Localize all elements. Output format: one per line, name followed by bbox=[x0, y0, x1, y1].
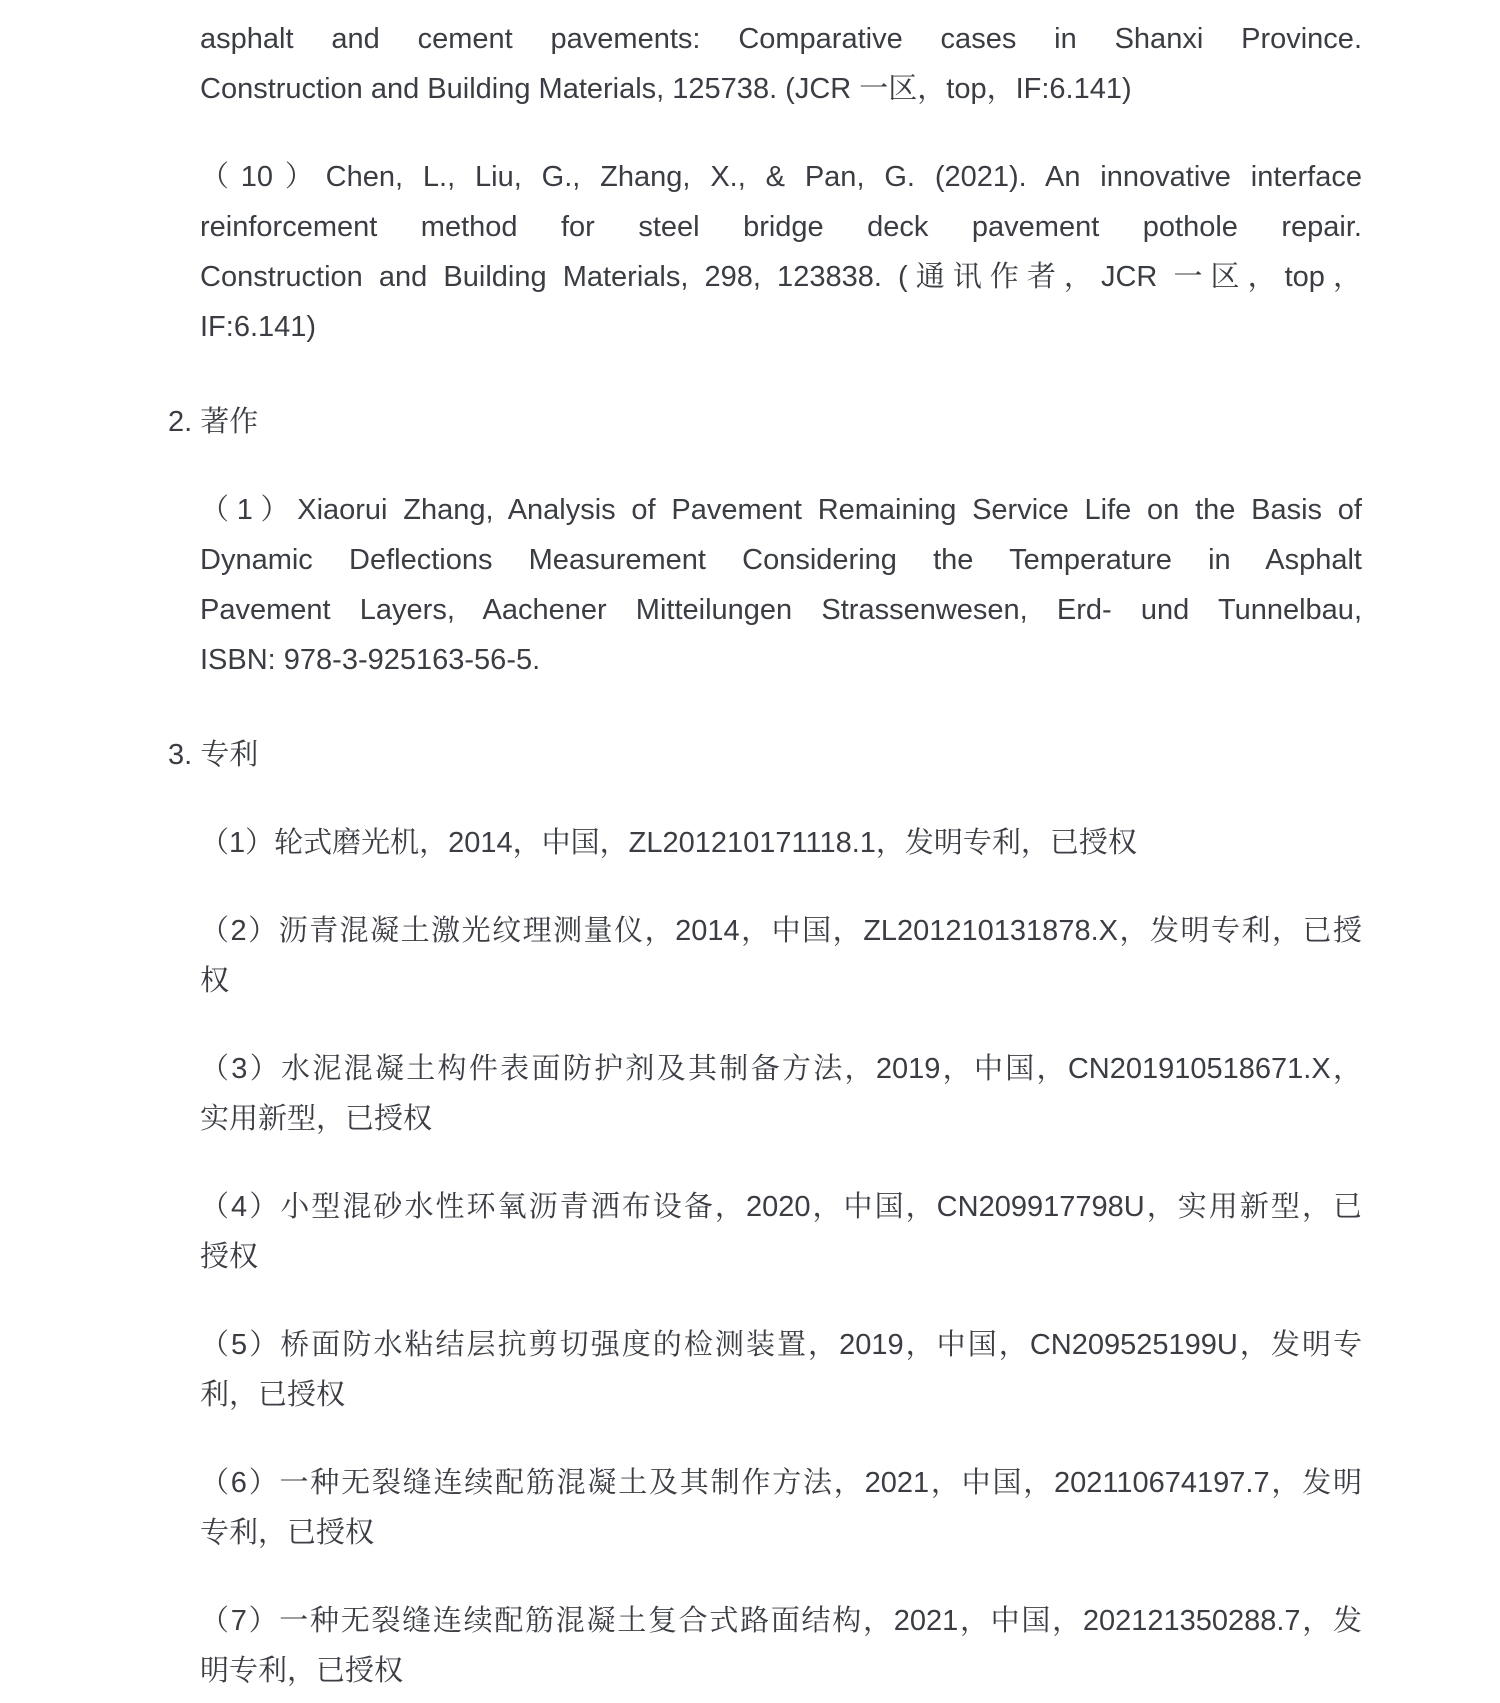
text-line: （3）水泥混凝土构件表面防护剂及其制备方法，2019，中国，CN201910518671.X， bbox=[200, 1053, 1362, 1085]
text-line: 权 bbox=[200, 965, 230, 997]
text-line: Dynamic Deflections Measurement Considering the Temperature in Asphalt bbox=[200, 544, 1362, 576]
text-line: 实用新型，已授权 bbox=[200, 1103, 433, 1135]
text-line: 授权 bbox=[200, 1241, 259, 1273]
text-line: （2）沥青混凝土激光纹理测量仪，2014，中国，ZL201210131878.X，发明专利，已授 bbox=[200, 915, 1362, 947]
text-line: 利，已授权 bbox=[200, 1379, 346, 1411]
text-line: ISBN: 978-3-925163-56-5. bbox=[200, 644, 541, 676]
text-line: asphalt and cement pavements: Comparative cases in Shanxi Province. bbox=[200, 23, 1362, 55]
text-line: （6）一种无裂缝连续配筋混凝土及其制作方法，2021，中国，202110674197.7，发明 bbox=[200, 1467, 1362, 1499]
text-line: （10）Chen, L., Liu, G., Zhang, X., & Pan, G. (2021). An innovative interface bbox=[200, 161, 1362, 193]
publication-10 bbox=[200, 152, 1362, 352]
text-line: Construction and Building Materials, 125738. (JCR 一区，top，IF:6.141) bbox=[200, 73, 1132, 105]
section-heading-books: 2. 著作 bbox=[168, 406, 259, 438]
text-line: （1）Xiaorui Zhang, Analysis of Pavement Remaining Service Life on the Basis of bbox=[200, 494, 1362, 526]
patent-7 bbox=[200, 1596, 1362, 1696]
text-line: （4）小型混砂水性环氧沥青洒布设备，2020，中国，CN209917798U，实用新型，已 bbox=[200, 1191, 1362, 1223]
section-heading-patents: 3. 专利 bbox=[168, 739, 259, 771]
text-line: （7）一种无裂缝连续配筋混凝土复合式路面结构，2021，中国，202121350288.7，发 bbox=[200, 1605, 1362, 1637]
patent-6 bbox=[200, 1458, 1362, 1558]
publication-9-continuation bbox=[200, 14, 1362, 114]
patent-5 bbox=[200, 1320, 1362, 1420]
text-line: reinforcement method for steel bridge deck pavement pothole repair. bbox=[200, 211, 1362, 243]
patent-4 bbox=[200, 1182, 1362, 1282]
text-line: Construction and Building Materials, 298, 123838. (通讯作者，JCR 一区，top， bbox=[200, 261, 1362, 293]
patent-1 bbox=[200, 818, 1362, 868]
patent-2 bbox=[200, 906, 1362, 1006]
patent-3 bbox=[200, 1044, 1362, 1144]
book-1 bbox=[200, 485, 1362, 685]
text-line: （5）桥面防水粘结层抗剪切强度的检测装置，2019，中国，CN209525199U，发明专 bbox=[200, 1329, 1362, 1361]
text-line: Pavement Layers, Aachener Mitteilungen Strassenwesen, Erd- und Tunnelbau, bbox=[200, 594, 1362, 626]
text-line: IF:6.141) bbox=[200, 311, 317, 343]
text-line: （1）轮式磨光机，2014，中国，ZL201210171118.1，发明专利，已授权 bbox=[200, 827, 1137, 859]
text-line: 明专利，已授权 bbox=[200, 1655, 404, 1687]
text-line: 专利，已授权 bbox=[200, 1517, 375, 1549]
